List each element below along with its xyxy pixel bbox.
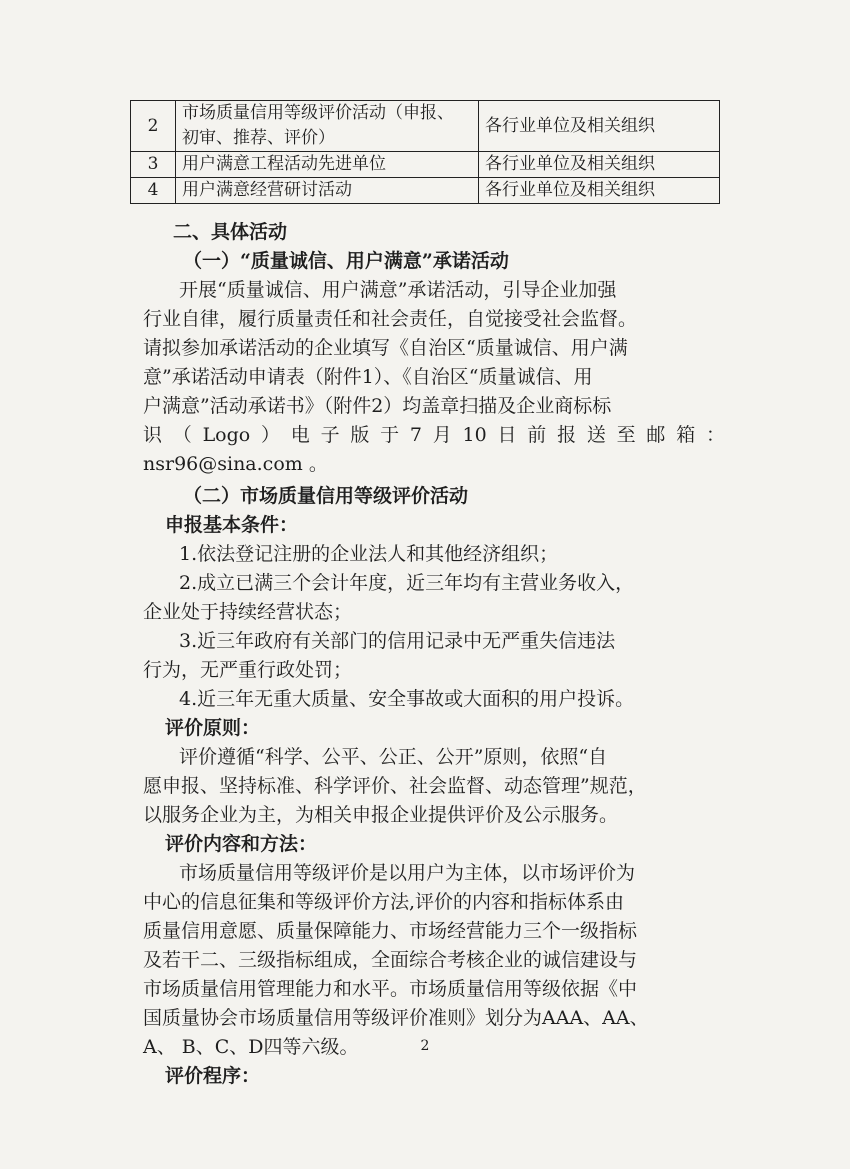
paragraph-line: 请拟参加承诺活动的企业填写《自治区“质量诚信、用户满	[143, 337, 628, 359]
row-number: 3	[131, 152, 176, 178]
item-heading: 评价程序：	[165, 1065, 261, 1087]
paragraph-line: 市场质量信用管理能力和水平。市场质量信用等级依据《中	[143, 978, 638, 1000]
subsection-heading: （一）“质量诚信、用户满意”承诺活动	[183, 250, 509, 272]
list-item: 2.成立已满三个会计年度，近三年均有主营业务收入，	[179, 572, 635, 594]
page-number: 2	[420, 1038, 430, 1054]
section-heading: 二、具体活动	[173, 221, 288, 243]
activity-name-line: 市场质量信用等级评价活动（申报、	[182, 103, 454, 123]
table-row	[131, 178, 720, 204]
paragraph-line: 评价遵循“科学、公平、公正、公开”原则，依照“自	[179, 746, 608, 768]
table-row	[131, 101, 720, 152]
paragraph-line: 以服务企业为主，为相关申报企业提供评价及公示服务。	[143, 804, 619, 826]
activity-table	[130, 100, 720, 204]
email-address: nsr96@sina.com 。	[143, 453, 328, 475]
list-item: 1.依法登记注册的企业法人和其他经济组织；	[179, 543, 559, 565]
activity-name-line: 初审、推荐、评价）	[182, 128, 335, 148]
item-heading: 评价原则：	[165, 717, 261, 739]
item-heading: 申报基本条件：	[165, 514, 299, 536]
paragraph-line: 愿申报、坚持标准、科学评价、社会监督、动态管理”规范，	[143, 775, 647, 797]
activity-name	[176, 101, 479, 152]
paragraph-line: 识（Logo）电子版于7月10日前报送至邮箱：	[143, 424, 725, 446]
list-item: 4.近三年无重大质量、安全事故或大面积的用户投诉。	[179, 688, 635, 710]
list-item: 企业处于持续经营状态；	[143, 601, 353, 623]
row-number: 2	[131, 101, 176, 152]
paragraph-line: A、 B、C、D四等六级。	[143, 1036, 359, 1058]
activity-name: 用户满意经营研讨活动	[176, 178, 479, 204]
table-row	[131, 152, 720, 178]
item-heading: 评价内容和方法：	[165, 833, 318, 855]
body-text	[143, 218, 725, 1091]
paragraph-line: 及若干二、三级指标组成，全面综合考核企业的诚信建设与	[143, 949, 638, 971]
paragraph-line: 意”承诺活动申请表（附件1）、《自治区“质量诚信、用	[143, 366, 593, 388]
paragraph-line: 户满意”活动承诺书》（附件2）均盖章扫描及企业商标标	[143, 395, 612, 417]
list-item: 行为，无严重行政处罚；	[143, 659, 353, 681]
paragraph-line: 开展“质量诚信、用户满意”承诺活动，引导企业加强	[179, 279, 617, 301]
list-item: 3.近三年政府有关部门的信用记录中无严重失信违法	[179, 630, 616, 652]
activity-target: 各行业单位及相关组织	[479, 178, 720, 204]
activity-name: 用户满意工程活动先进单位	[176, 152, 479, 178]
paragraph-line: 行业自律，履行质量责任和社会责任，自觉接受社会监督。	[143, 308, 638, 330]
paragraph-line: 市场质量信用等级评价是以用户为主体，以市场评价为	[179, 862, 636, 884]
subsection-heading: （二）市场质量信用等级评价活动	[183, 485, 469, 507]
paragraph-line: 中心的信息征集和等级评价方法,评价的内容和指标体系由	[143, 891, 625, 913]
paragraph-line: 国质量协会市场质量信用等级评价准则》划分为AAA、AA、	[143, 1007, 649, 1029]
activity-target: 各行业单位及相关组织	[479, 152, 720, 178]
row-number: 4	[131, 178, 176, 204]
activity-target: 各行业单位及相关组织	[479, 101, 720, 152]
paragraph-line: 质量信用意愿、质量保障能力、市场经营能力三个一级指标	[143, 920, 638, 942]
